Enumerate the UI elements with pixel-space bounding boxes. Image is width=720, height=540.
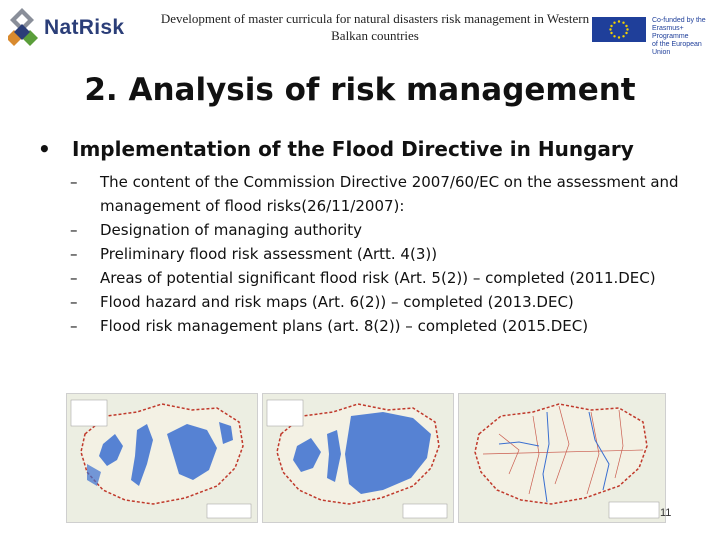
list-item <box>70 218 700 242</box>
dash-symbol: – <box>70 269 78 287</box>
list-item-text: Areas of potential significant flood risk (Art. 5(2)) – completed (2011.DEC) <box>100 269 656 287</box>
sub-list <box>70 170 700 338</box>
list-item-text: The content of the Commission Directive 2007/60/EC on the assessment and management of flood risks(26/11/2007): <box>100 173 679 215</box>
natrisk-logo <box>8 6 125 50</box>
eu-cofunded-logo <box>592 17 714 56</box>
eu-text-line2: Erasmus+ Programme <box>652 25 689 40</box>
page-number: 11 <box>660 507 672 519</box>
map-preliminary-flood-risk <box>66 393 258 523</box>
eu-text-line1: Co-funded by the <box>652 17 706 24</box>
map-risk-management-units <box>458 393 666 523</box>
list-item <box>70 314 700 338</box>
slide-header <box>0 0 720 62</box>
flood-maps-strip <box>66 393 664 521</box>
dash-symbol: – <box>70 317 78 335</box>
eu-cofunded-text <box>652 17 716 57</box>
list-item-text: Designation of managing authority <box>100 221 363 239</box>
project-caption: Development of master curricula for natural disasters risk management in Western Balkan countries <box>160 11 590 43</box>
list-item-text: Flood hazard and risk maps (Art. 6(2)) – completed (2013.DEC) <box>100 293 574 311</box>
list-item <box>70 170 700 218</box>
dash-symbol: – <box>70 173 78 191</box>
natrisk-emblem-icon <box>8 6 44 50</box>
map-flood-hazard <box>262 393 454 523</box>
bullet-text: Implementation of the Flood Directive in Hungary <box>72 137 634 161</box>
eu-text-line3: of the European Union <box>652 41 702 56</box>
list-item-text: Flood risk management plans (art. 8(2)) – completed (2015.DEC) <box>100 317 589 335</box>
slide-title: 2. Analysis of risk management <box>84 72 636 108</box>
dash-symbol: – <box>70 293 78 311</box>
list-item <box>70 290 700 314</box>
dash-symbol: – <box>70 221 78 239</box>
logo-wordmark: NatRisk <box>44 16 125 39</box>
list-item <box>70 242 700 266</box>
bullet-symbol: • <box>38 137 51 161</box>
list-item <box>70 266 700 290</box>
list-item-text: Preliminary flood risk assessment (Artt. 4(3)) <box>100 245 438 263</box>
dash-symbol: – <box>70 245 78 263</box>
eu-flag-icon <box>592 17 646 42</box>
